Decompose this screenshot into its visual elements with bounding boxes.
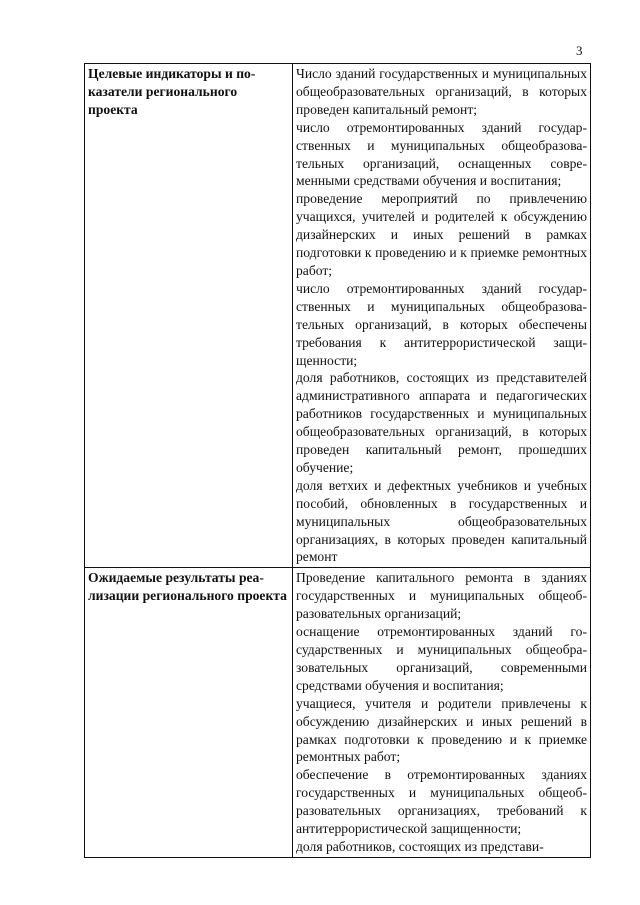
list-item: число отремонтированных зданий государственных и муниципальных общеобразовательных организаций, в которых обеспечены требования к антитеррористической защищенности; bbox=[296, 280, 587, 368]
list-item: доля ветхих и дефектных учебников и учебных пособий, обновленных в государственных и муниципальных общеобразовательных организациях, в которых проведен капитальный ремонт bbox=[296, 477, 587, 565]
table-row bbox=[85, 64, 591, 568]
list-item: учащиеся, учителя и родители привлечены к обсуждению дизайнерских и иных решений в рамках подготовки к проведению и к приемке ремонтных работ; bbox=[296, 695, 587, 765]
row-content-target-indicators bbox=[293, 64, 591, 568]
list-item: оснащение отремонтированных зданий государственных и муниципальных общеобразовательных организаций, современными средствами обучения и воспитания; bbox=[296, 624, 587, 693]
list-item: Число зданий государственных и муниципальных общеобразовательных организаций, в которых проведен капитальный ремонт; bbox=[296, 66, 587, 117]
table-row bbox=[85, 568, 591, 858]
list-item: число отремонтированных зданий государственных и муниципальных общеобразовательных организаций, оснащенных современными средствами обучения и воспитания; bbox=[296, 119, 587, 189]
project-passport-table bbox=[84, 63, 591, 858]
page-number: 3 bbox=[576, 43, 583, 58]
list-item: проведение мероприятий по привлечению учащихся, учителей и родителей к обсуждению дизайнерских и иных решений в рамках подготовки к проведению и к приемке ремонтных работ; bbox=[296, 191, 587, 278]
row-content-expected-results bbox=[293, 568, 591, 858]
list-item: обеспечение в отремонтированных зданиях государственных и муниципальных общеобразовательных организациях, требований к антитеррористической защищенности; bbox=[296, 767, 587, 837]
row-label-expected-results: Ожидаемые результаты реализации регионального проекта bbox=[85, 568, 293, 858]
row-label-target-indicators: Целевые индикаторы и показатели регионального проекта bbox=[85, 64, 293, 568]
list-item: доля работников, состоящих из представи- bbox=[296, 838, 544, 854]
list-item: доля работников, состоящих из представителей административного аппарата и педагогических работников государственных и муниципальных общеобразовательных организаций, в которых проведен капитальный ремонт, прошедших обучение; bbox=[296, 370, 587, 475]
list-item: Проведение капитального ремонта в зданиях государственных и муниципальных общеобразовательных организаций; bbox=[296, 570, 587, 622]
